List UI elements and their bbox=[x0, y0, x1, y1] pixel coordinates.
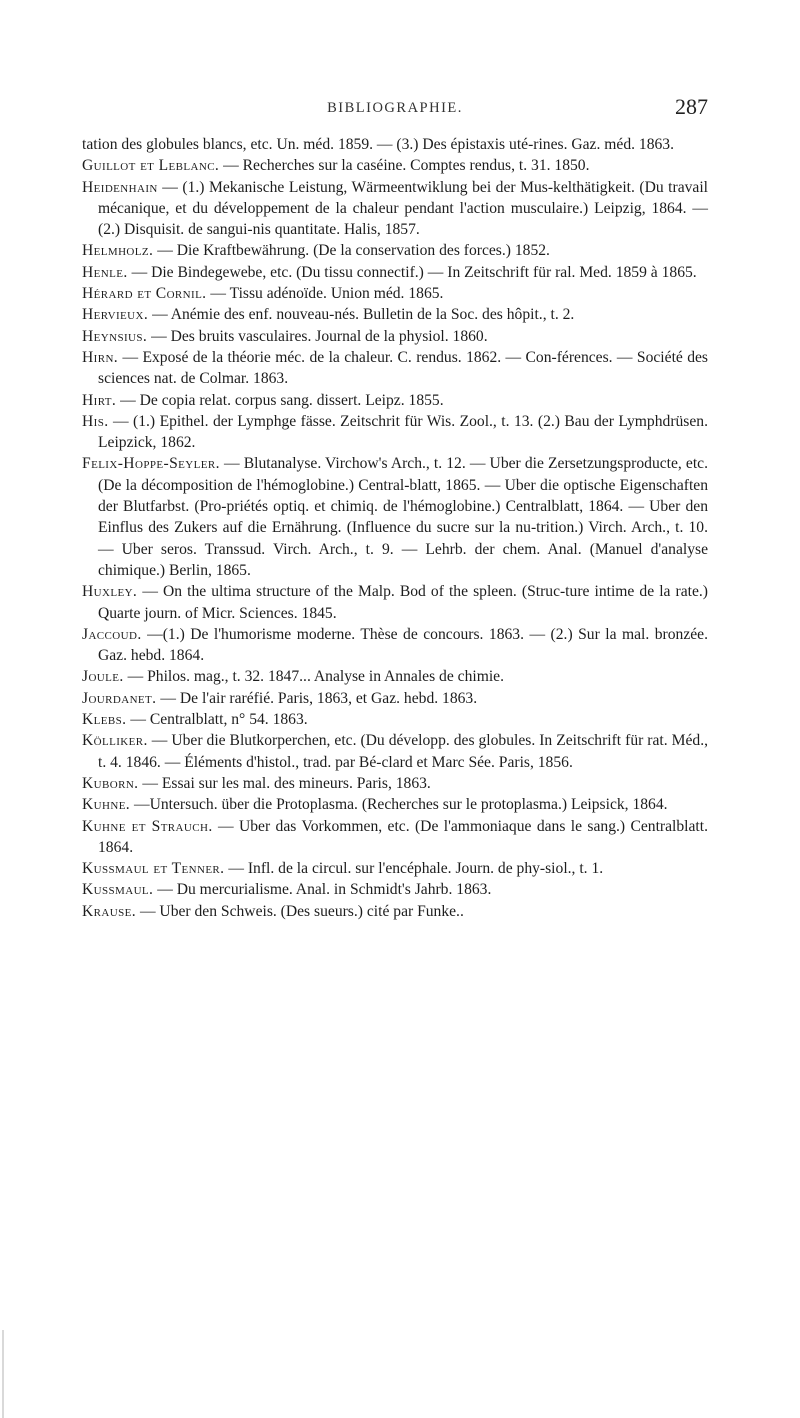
bibliography-entry bbox=[82, 688, 708, 709]
entry-author: Huxley. bbox=[82, 583, 138, 601]
entry-author: His. bbox=[82, 412, 109, 430]
entry-text: — Essai sur les mal. des mineurs. Paris, 1863. bbox=[142, 774, 431, 792]
entry-text: — Exposé de la théorie méc. de la chaleur. C. rendus. 1862. — Con-férences. — Société des sciences nat. de Colmar. 1863. bbox=[98, 348, 708, 388]
entry-text: — On the ultima structure of the Malp. Bod of the spleen. (Struc-ture intime de la rate.) Quarte journ. of Micr. Sciences. 1845. bbox=[98, 583, 708, 622]
entry-author: Kuhne et Strauch. bbox=[82, 817, 213, 835]
bibliography-entry bbox=[82, 411, 708, 454]
bibliography-entry bbox=[82, 134, 708, 155]
entry-author: Kuhne. bbox=[82, 796, 131, 814]
bibliography-entry bbox=[82, 177, 708, 241]
bibliography-entry bbox=[82, 155, 708, 176]
entry-author: Heidenhain bbox=[82, 178, 158, 196]
page-edge-shadow bbox=[2, 1330, 4, 1418]
entry-author: Krause. bbox=[82, 902, 137, 920]
bibliography-entry bbox=[82, 773, 708, 794]
entry-author: Jaccoud. bbox=[82, 625, 142, 643]
entry-text: — Centralblatt, n° 54. 1863. bbox=[130, 711, 308, 729]
bibliography-entry bbox=[82, 901, 708, 922]
entry-author: Guillot et Leblanc. bbox=[82, 157, 220, 175]
entry-text: tation des globules blancs, etc. Un. méd. 1859. — (3.) Des épistaxis uté-rines. Gaz. méd. 1863. bbox=[82, 136, 674, 153]
entry-author: Hirn. bbox=[82, 348, 119, 366]
entry-text: — (1.) Epithel. der Lymphge fässe. Zeitschrit für Wis. Zool., t. 13. (2.) Bau der Lymphdrüsen. Leipzick, 1862. bbox=[98, 412, 708, 452]
entry-text: — Blutanalyse. Virchow's Arch., t. 12. — Uber die Zersetzungsproducte, etc. (De la décomposition de l'hémoglobine.) Central-blatt, 1865. — Uber die optische Eigenschaften der Blutfarbst. (Pro-priétés optiq. et chimiq. de l'hémoglobine.) Centralblatt, 1864. — Uber den Einflus des Zukers auf die Ernährung. (Influence du sucre sur la nu-trition.) Virch. Arch., t. 10. — Uber seros. Transsud. Virch. Arch., t. 9. — Lehrb. der chem. Anal. (Manuel d'analyse chimique.) Berlin, 1865. bbox=[98, 455, 708, 579]
bibliography-entry bbox=[82, 453, 708, 581]
entry-author: Helmholz. bbox=[82, 242, 154, 260]
entry-text: — Des bruits vasculaires. Journal de la physiol. 1860. bbox=[151, 327, 488, 345]
running-head: BIBLIOGRAPHIE. bbox=[327, 100, 463, 116]
entry-author: Kuborn. bbox=[82, 774, 139, 792]
entry-text: —(1.) De l'humorisme moderne. Thèse de concours. 1863. — (2.) Sur la mal. bronzée. Gaz. hebd. 1864. bbox=[98, 625, 708, 665]
entry-text: — Recherches sur la caséine. Comptes rendus, t. 31. 1850. bbox=[223, 157, 590, 175]
page-number: 287 bbox=[675, 94, 708, 119]
entry-author: Henle. bbox=[82, 263, 128, 281]
entry-text: — Die Kraftbewährung. (De la conservation des forces.) 1852. bbox=[157, 242, 550, 260]
entry-text: — Uber den Schweis. (Des sueurs.) cité par Funke.. bbox=[139, 902, 464, 920]
entry-author: Heynsius. bbox=[82, 327, 148, 345]
entry-author: Jourdanet. bbox=[82, 689, 157, 707]
bibliography-entry bbox=[82, 730, 708, 773]
entry-text: —Untersuch. über die Protoplasma. (Recherches sur le protoplasma.) Leipsick, 1864. bbox=[134, 796, 668, 814]
bibliography-entry bbox=[82, 581, 708, 624]
entry-author: Hérard et Cornil. bbox=[82, 285, 207, 303]
entry-text: — Du mercurialisme. Anal. in Schmidt's Jahrb. 1863. bbox=[157, 881, 492, 899]
bibliography-entry bbox=[82, 390, 708, 411]
bibliography-entry bbox=[82, 816, 708, 859]
entry-author: Kussmaul. bbox=[82, 881, 154, 899]
entry-text: — De copia relat. corpus sang. dissert. Leipz. 1855. bbox=[120, 391, 444, 409]
bibliography-entry bbox=[82, 283, 708, 304]
bibliography-entry bbox=[82, 304, 708, 325]
bibliography-entry bbox=[82, 794, 708, 815]
bibliography-entry bbox=[82, 858, 708, 879]
bibliography-entry bbox=[82, 709, 708, 730]
entry-author: Hirt. bbox=[82, 391, 117, 409]
entry-text: — De l'air raréfié. Paris, 1863, et Gaz. hebd. 1863. bbox=[160, 689, 478, 707]
entry-author: Kölliker. bbox=[82, 732, 148, 750]
entry-author: Joule. bbox=[82, 668, 124, 686]
entry-text: — Anémie des enf. nouveau-nés. Bulletin de la Soc. des hôpit., t. 2. bbox=[152, 306, 575, 324]
bibliography-entry bbox=[82, 240, 708, 261]
entry-text: — Uber das Vorkommen, etc. (De l'ammoniaque dans le sang.) Centralblatt. 1864. bbox=[98, 817, 708, 856]
entry-text: — (1.) Mekanische Leistung, Wärmeentwiklung bei der Mus-kelthätigkeit. (Du travail mécanique, et du développement de la chaleur pendant l'action musculaire.) Leipzig, 1864. — (2.) Disquisit. de sangui-nis quantitate. Halis, 1857. bbox=[98, 178, 708, 239]
entry-text: — Die Bindegewebe, etc. (Du tissu connectif.) — In Zeitschrift für ral. Med. 1859 à 1865. bbox=[131, 263, 697, 281]
entry-text: — Philos. mag., t. 32. 1847... Analyse in Annales de chimie. bbox=[127, 668, 504, 686]
entry-text: — Tissu adénoïde. Union méd. 1865. bbox=[210, 285, 444, 303]
bibliography-entry bbox=[82, 879, 708, 900]
entry-author: Kussmaul et Tenner. bbox=[82, 860, 225, 878]
bibliography-entry bbox=[82, 666, 708, 687]
entry-text: — Uber die Blutkorperchen, etc. (Du développ. des globules. In Zeitschrift für rat. Méd., t. 4. 1846. — Éléments d'histol., trad. par Bé-clard et Marc Sée. Paris, 1856. bbox=[98, 732, 708, 771]
entry-author: Klebs. bbox=[82, 711, 127, 729]
bibliography-entry bbox=[82, 326, 708, 347]
bibliography-entry bbox=[82, 262, 708, 283]
page-header bbox=[82, 94, 708, 122]
bibliography-list bbox=[82, 134, 708, 922]
entry-text: — Infl. de la circul. sur l'encéphale. Journ. de phy-siol., t. 1. bbox=[228, 860, 604, 878]
bibliography-entry bbox=[82, 347, 708, 390]
bibliography-entry bbox=[82, 624, 708, 667]
entry-author: Felix-Hoppe-Seyler. bbox=[82, 455, 220, 473]
entry-author: Hervieux. bbox=[82, 306, 149, 324]
